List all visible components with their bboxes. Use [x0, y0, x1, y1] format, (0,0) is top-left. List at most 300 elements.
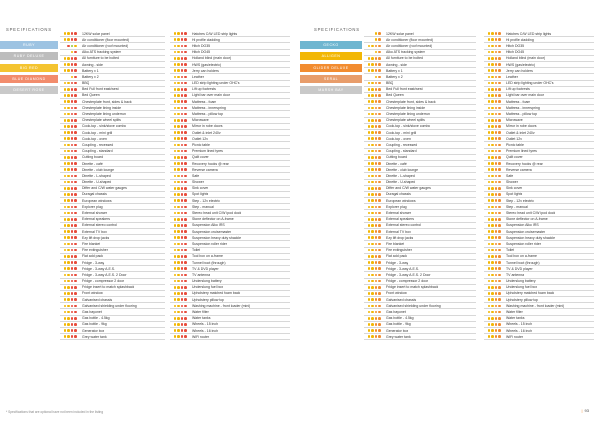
model-dot-icon [71, 199, 74, 202]
model-dot-icon [498, 286, 501, 289]
model-dot-icon [498, 212, 501, 215]
model-dot-icon [181, 107, 184, 110]
model-dot-icon [498, 69, 501, 72]
spec-label: Microwave [192, 118, 209, 123]
model-dots [170, 267, 192, 270]
model-dot-icon [71, 82, 74, 85]
model-dot-icon [371, 224, 374, 227]
model-dot-icon [74, 162, 77, 165]
model-dot-icon [67, 335, 70, 338]
model-dot-icon [181, 280, 184, 283]
model-dots [364, 292, 386, 295]
model-dots [60, 38, 82, 41]
model-dot-icon [368, 199, 371, 202]
model-dot-icon [181, 187, 184, 190]
model-dot-icon [177, 181, 180, 184]
model-legend [0, 41, 58, 97]
model-dots [364, 100, 386, 103]
model-dot-icon [181, 113, 184, 116]
model-dots [364, 38, 386, 41]
model-dot-icon [174, 187, 177, 190]
model-dot-icon [378, 82, 381, 85]
model-dot-icon [71, 292, 74, 295]
model-dots [364, 218, 386, 221]
model-dot-icon [74, 261, 77, 264]
model-dot-icon [67, 218, 70, 221]
model-dot-icon [71, 69, 74, 72]
model-dot-icon [368, 82, 371, 85]
model-dot-icon [498, 280, 501, 283]
model-dot-icon [177, 236, 180, 239]
model-dot-icon [371, 298, 374, 301]
model-dot-icon [491, 224, 494, 227]
spec-label: Coupling - standard [386, 149, 417, 154]
model-dot-icon [67, 199, 70, 202]
model-dot-icon [491, 32, 494, 35]
model-dots [60, 156, 82, 159]
model-dot-icon [498, 57, 501, 60]
model-dots [170, 255, 192, 258]
spec-label: Suspension roller rider [506, 241, 542, 246]
model-dots [484, 38, 506, 41]
model-dots [170, 193, 192, 196]
spec-label: Suspension Alko IRS [192, 223, 225, 228]
model-dot-icon [71, 224, 74, 227]
model-dot-icon [174, 224, 177, 227]
model-dot-icon [498, 45, 501, 48]
model-dot-icon [491, 329, 494, 332]
spec-label: Toilet [506, 248, 515, 253]
model-dot-icon [375, 292, 378, 295]
model-dots [170, 175, 192, 178]
model-dot-icon [368, 168, 371, 171]
model-dots [484, 137, 506, 140]
model-dot-icon [498, 137, 501, 140]
model-dot-icon [491, 100, 494, 103]
model-dot-icon [491, 193, 494, 196]
spec-label: 12KW solar panel [386, 31, 414, 36]
model-dot-icon [491, 218, 494, 221]
model-dots [170, 150, 192, 153]
spec-label: Outlet 12v [192, 136, 208, 141]
model-dot-icon [375, 51, 378, 54]
model-dots [170, 137, 192, 140]
model-dot-icon [378, 119, 381, 122]
model-dots [60, 45, 82, 48]
model-dot-icon [378, 100, 381, 103]
model-dot-icon [368, 107, 371, 110]
model-dot-icon [378, 156, 381, 159]
model-dot-icon [495, 88, 498, 91]
model-dot-icon [67, 212, 70, 215]
model-dot-icon [71, 100, 74, 103]
model-dot-icon [495, 193, 498, 196]
model-dots [170, 305, 192, 308]
model-dot-icon [375, 286, 378, 289]
model-dot-icon [378, 298, 381, 301]
spec-label: Generator box [386, 328, 409, 333]
model-dots [484, 218, 506, 221]
spec-label: Dinette - club lounge [386, 167, 419, 172]
spec-label: BBQ [82, 81, 90, 86]
model-dot-icon [378, 88, 381, 91]
model-dots [364, 243, 386, 246]
model-dots [170, 199, 192, 202]
model-dot-icon [184, 187, 187, 190]
model-dot-icon [74, 224, 77, 227]
model-dot-icon [488, 298, 491, 301]
model-dot-icon [368, 206, 371, 209]
model-dots [60, 267, 82, 270]
model-dot-icon [368, 311, 371, 314]
model-dots [484, 107, 506, 110]
model-dot-icon [378, 243, 381, 246]
model-dot-icon [177, 45, 180, 48]
spec-label: Fridge insert to match splashback [386, 285, 439, 290]
model-dots [484, 131, 506, 134]
model-dot-icon [64, 323, 67, 326]
model-dot-icon [495, 335, 498, 338]
model-dot-icon [495, 119, 498, 122]
spec-label: Front window [386, 291, 407, 296]
model-dot-icon [67, 162, 70, 165]
model-dot-icon [375, 32, 378, 35]
model-dot-icon [184, 82, 187, 85]
spec-label: Chesterplate lining inside [386, 105, 426, 110]
model-dot-icon [368, 335, 371, 338]
model-dot-icon [491, 94, 494, 97]
spec-label: Mattress - foam [192, 99, 217, 104]
model-dot-icon [378, 323, 381, 326]
spec-label: BBQ [386, 81, 394, 86]
model-dot-icon [174, 100, 177, 103]
model-dots [60, 280, 82, 283]
model-dot-icon [181, 236, 184, 239]
model-dots [364, 107, 386, 110]
model-dot-icon [368, 57, 371, 60]
model-dots [170, 181, 192, 184]
spec-label: Coupling - recessed [386, 142, 418, 147]
model-dot-icon [71, 311, 74, 314]
model-dot-icon [174, 274, 177, 277]
model-dot-icon [495, 137, 498, 140]
spec-label: Stone deflector on A-frame [192, 217, 234, 222]
model-dot-icon [368, 255, 371, 258]
model-dot-icon [71, 267, 74, 270]
model-dots [170, 156, 192, 159]
model-dots [60, 199, 82, 202]
model-dot-icon [368, 156, 371, 159]
model-dot-icon [368, 162, 371, 165]
model-dot-icon [375, 69, 378, 72]
model-dot-icon [371, 144, 374, 147]
model-dot-icon [368, 125, 371, 128]
spec-label: Step - manual [506, 204, 528, 209]
model-dots [484, 113, 506, 116]
model-dot-icon [488, 168, 491, 171]
model-dot-icon [181, 329, 184, 332]
model-dot-icon [181, 181, 184, 184]
model-dot-icon [371, 94, 374, 97]
spec-label: Galvanised shielding under flooring [82, 303, 137, 308]
model-dot-icon [177, 311, 180, 314]
model-dot-icon [67, 125, 70, 128]
model-dot-icon [181, 274, 184, 277]
model-dots [60, 119, 82, 122]
model-dots [364, 168, 386, 171]
model-dot-icon [378, 38, 381, 41]
model-dot-icon [174, 193, 177, 196]
model-dot-icon [488, 274, 491, 277]
spec-label: Awning - side [386, 62, 407, 67]
model-dot-icon [378, 144, 381, 147]
spec-label: Leather [506, 74, 518, 79]
spec-label: Cutting board [386, 155, 408, 160]
model-dots [170, 94, 192, 97]
model-dots [364, 181, 386, 184]
model-dot-icon [184, 335, 187, 338]
model-dots [60, 323, 82, 326]
model-dot-icon [498, 329, 501, 332]
model-dot-icon [375, 311, 378, 314]
spec-label: Chesterplate front, sides & back [82, 99, 132, 104]
model-dot-icon [177, 230, 180, 233]
model-dot-icon [174, 63, 177, 66]
model-dot-icon [375, 280, 378, 283]
model-dot-icon [495, 305, 498, 308]
spec-label: Differ and C/W water gauges [386, 186, 431, 191]
spec-label: Suspension Alko IRS [506, 223, 539, 228]
model-dot-icon [371, 292, 374, 295]
model-dot-icon [495, 206, 498, 209]
model-dot-icon [184, 76, 187, 79]
legend-item: DESERT ROSE [0, 86, 58, 94]
model-dot-icon [491, 137, 494, 140]
model-dot-icon [491, 280, 494, 283]
model-dot-icon [375, 181, 378, 184]
model-dots [60, 150, 82, 153]
model-dot-icon [74, 168, 77, 171]
model-dot-icon [498, 199, 501, 202]
model-dots [364, 255, 386, 258]
model-dot-icon [495, 187, 498, 190]
model-dot-icon [375, 224, 378, 227]
model-dot-icon [375, 131, 378, 134]
model-dot-icon [74, 193, 77, 196]
model-dots [170, 274, 192, 277]
model-dots [364, 329, 386, 332]
model-dot-icon [375, 261, 378, 264]
model-dot-icon [71, 274, 74, 277]
model-dot-icon [488, 224, 491, 227]
model-dot-icon [177, 63, 180, 66]
spec-label: Dinette - U-shaped [386, 180, 416, 185]
model-dot-icon [64, 218, 67, 221]
model-dot-icon [71, 329, 74, 332]
model-dot-icon [174, 286, 177, 289]
model-dot-icon [174, 323, 177, 326]
spec-label: Cook-top - mini grill [82, 130, 113, 135]
model-dot-icon [375, 45, 378, 48]
model-dot-icon [177, 51, 180, 54]
model-dot-icon [184, 107, 187, 110]
spec-label: Front window [82, 291, 103, 296]
model-dot-icon [181, 335, 184, 338]
spec-label: Air conditioner (floor mounted) [386, 37, 434, 42]
model-dot-icon [498, 243, 501, 246]
model-dot-icon [181, 261, 184, 264]
model-dot-icon [177, 305, 180, 308]
model-dot-icon [495, 32, 498, 35]
model-dot-icon [64, 267, 67, 270]
spec-label: Chesterplate front, sides & back [386, 99, 436, 104]
spec-label: Shower [192, 180, 204, 185]
model-dot-icon [488, 267, 491, 270]
model-dot-icon [181, 323, 184, 326]
model-dots [60, 32, 82, 35]
model-dot-icon [184, 137, 187, 140]
model-dot-icon [74, 323, 77, 326]
model-dots [60, 311, 82, 314]
spec-label: Fire extinguisher [82, 248, 108, 253]
model-dot-icon [67, 305, 70, 308]
model-dot-icon [495, 144, 498, 147]
model-dots [364, 199, 386, 202]
model-dot-icon [495, 249, 498, 252]
model-dot-icon [177, 113, 180, 116]
model-dots [364, 131, 386, 134]
model-dots [484, 274, 506, 277]
model-dot-icon [71, 335, 74, 338]
model-dot-icon [184, 57, 187, 60]
model-dot-icon [71, 150, 74, 153]
model-dot-icon [368, 280, 371, 283]
model-dot-icon [67, 45, 70, 48]
model-dot-icon [184, 38, 187, 41]
model-dot-icon [184, 150, 187, 153]
model-dot-icon [368, 45, 371, 48]
model-dots [484, 212, 506, 215]
model-dot-icon [491, 76, 494, 79]
model-dot-icon [67, 243, 70, 246]
model-dot-icon [498, 181, 501, 184]
model-dot-icon [495, 38, 498, 41]
model-dot-icon [488, 131, 491, 134]
model-dot-icon [181, 51, 184, 54]
model-dots [484, 243, 506, 246]
spec-label: HWS (gas/electric) [506, 62, 536, 67]
spec-label: Galvanised chassis [386, 297, 417, 302]
model-dot-icon [495, 162, 498, 165]
model-dot-icon [184, 311, 187, 314]
model-dot-icon [184, 249, 187, 252]
spec-label: HWS (gas/electric) [192, 62, 222, 67]
model-dots [484, 175, 506, 178]
model-dot-icon [375, 168, 378, 171]
spec-label: Sink cover [506, 186, 523, 191]
legend-item: SERAL [300, 75, 362, 83]
model-dot-icon [177, 286, 180, 289]
model-dot-icon [378, 249, 381, 252]
spec-label: Picnic table [192, 142, 210, 147]
model-dot-icon [177, 187, 180, 190]
model-dot-icon [184, 45, 187, 48]
model-dot-icon [375, 236, 378, 239]
model-dot-icon [177, 100, 180, 103]
model-dots [170, 38, 192, 41]
model-dot-icon [498, 38, 501, 41]
model-dot-icon [64, 137, 67, 140]
model-dots [60, 137, 82, 140]
model-dots [364, 150, 386, 153]
model-dot-icon [177, 224, 180, 227]
model-dot-icon [174, 230, 177, 233]
model-dots [364, 88, 386, 91]
spec-label: TV & DVD player [192, 266, 219, 271]
spec-label: Underslung fuel box [506, 285, 538, 290]
model-dot-icon [498, 255, 501, 258]
spec-label: Gas bottle - 4.5kg [386, 316, 414, 321]
model-dot-icon [174, 162, 177, 165]
spec-label: Duragal chassis [386, 192, 411, 197]
model-dot-icon [495, 317, 498, 320]
model-dot-icon [498, 63, 501, 66]
model-dot-icon [495, 261, 498, 264]
model-dot-icon [498, 125, 501, 128]
model-dot-icon [495, 45, 498, 48]
model-dot-icon [371, 311, 374, 314]
model-dots [170, 107, 192, 110]
model-dot-icon [67, 292, 70, 295]
model-dot-icon [74, 280, 77, 283]
model-dot-icon [177, 329, 180, 332]
model-dot-icon [181, 82, 184, 85]
model-dots [170, 88, 192, 91]
model-dot-icon [74, 181, 77, 184]
model-dot-icon [174, 168, 177, 171]
spec-label: WiFi router [192, 334, 210, 339]
spec-label: Wheels - 16 inch [506, 328, 533, 333]
model-dot-icon [74, 144, 77, 147]
spec-label: Quilt cover [192, 155, 209, 160]
spec-label: Galvanised shielding under flooring [386, 303, 441, 308]
model-dot-icon [181, 224, 184, 227]
model-dot-icon [71, 317, 74, 320]
model-dot-icon [488, 280, 491, 283]
model-dot-icon [174, 329, 177, 332]
model-dot-icon [184, 156, 187, 159]
model-dot-icon [71, 249, 74, 252]
model-dot-icon [74, 156, 77, 159]
model-dot-icon [184, 113, 187, 116]
spec-row [364, 334, 476, 340]
model-dot-icon [491, 274, 494, 277]
model-dot-icon [368, 218, 371, 221]
model-dot-icon [495, 323, 498, 326]
model-dot-icon [371, 261, 374, 264]
model-dot-icon [174, 261, 177, 264]
model-dot-icon [64, 131, 67, 134]
model-dot-icon [67, 63, 70, 66]
model-dots [484, 156, 506, 159]
spec-label: Water filter [506, 310, 523, 315]
model-dot-icon [74, 187, 77, 190]
model-dot-icon [174, 69, 177, 72]
model-dot-icon [184, 218, 187, 221]
model-dot-icon [67, 156, 70, 159]
model-dot-icon [498, 224, 501, 227]
model-dot-icon [371, 267, 374, 270]
